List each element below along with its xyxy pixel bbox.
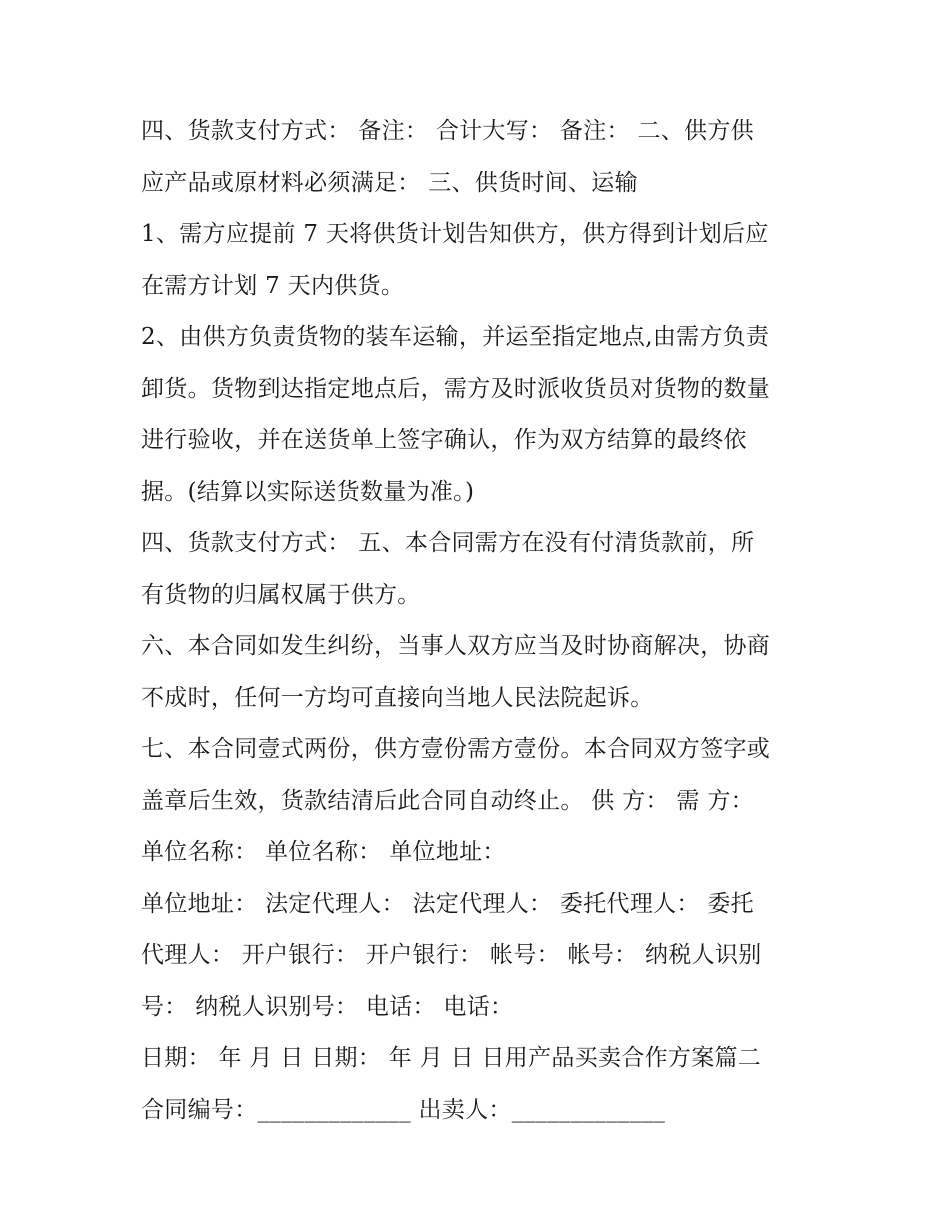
text-line: 2、由供方负责货物的装车运输，并运至指定地点,由需方负责 [141, 324, 770, 350]
text-line: 四、货款支付方式： 五、本合同需方在没有付清货款前，所 [141, 530, 755, 556]
text-line: 四、货款支付方式： 备注： 合计大写： 备注： 二、供方供 [141, 118, 754, 144]
text-line: 代理人： 开户银行： 开户银行： 帐号： 帐号： 纳税人识别 [141, 942, 762, 968]
text-line: 号： 纳税人识别号： 电话： 电话： [141, 993, 514, 1020]
text-line: 六、本合同如发生纠纷，当事人双方应当及时协商解决，协商 [141, 633, 771, 659]
text-line: 盖章后生效，货款结清后此合同自动终止。 供 方： 需 方： [141, 787, 754, 814]
text-line: 单位名称： 单位名称： 单位地址： [141, 839, 506, 865]
contract-body [141, 106, 821, 1136]
text-line: 应产品或原材料必须满足： 三、供货时间、运输 [141, 169, 638, 196]
text-line: 不成时，任何一方均可直接向当地人民法院起诉。 [141, 684, 654, 711]
text-line: 据。(结算以实际送货数量为准。) [141, 478, 475, 505]
text-line: 在需方计划 7 天内供货。 [141, 272, 405, 299]
text-line: 卸货。货物到达指定地点后，需方及时派收货员对货物的数量 [141, 375, 771, 402]
text-line: 单位地址： 法定代理人： 法定代理人： 委托代理人： 委托 [141, 890, 754, 917]
text-line: 日期： 年 月 日 日期： 年 月 日 日用产品买卖合作方案篇二 [141, 1045, 762, 1071]
text-line: 合同编号：_____________ 出卖人：_____________ [141, 1096, 666, 1123]
text-line: 七、本合同壹式两份，供方壹份需方壹份。本合同双方签字或 [141, 736, 771, 762]
text-line: 有货物的归属权属于供方。 [141, 581, 421, 608]
text-line: 进行验收，并在送货单上签字确认，作为双方结算的最终依 [141, 427, 747, 453]
text-line: 1、需方应提前 7 天将供货计划告知供方，供方得到计划后应 [141, 221, 769, 247]
